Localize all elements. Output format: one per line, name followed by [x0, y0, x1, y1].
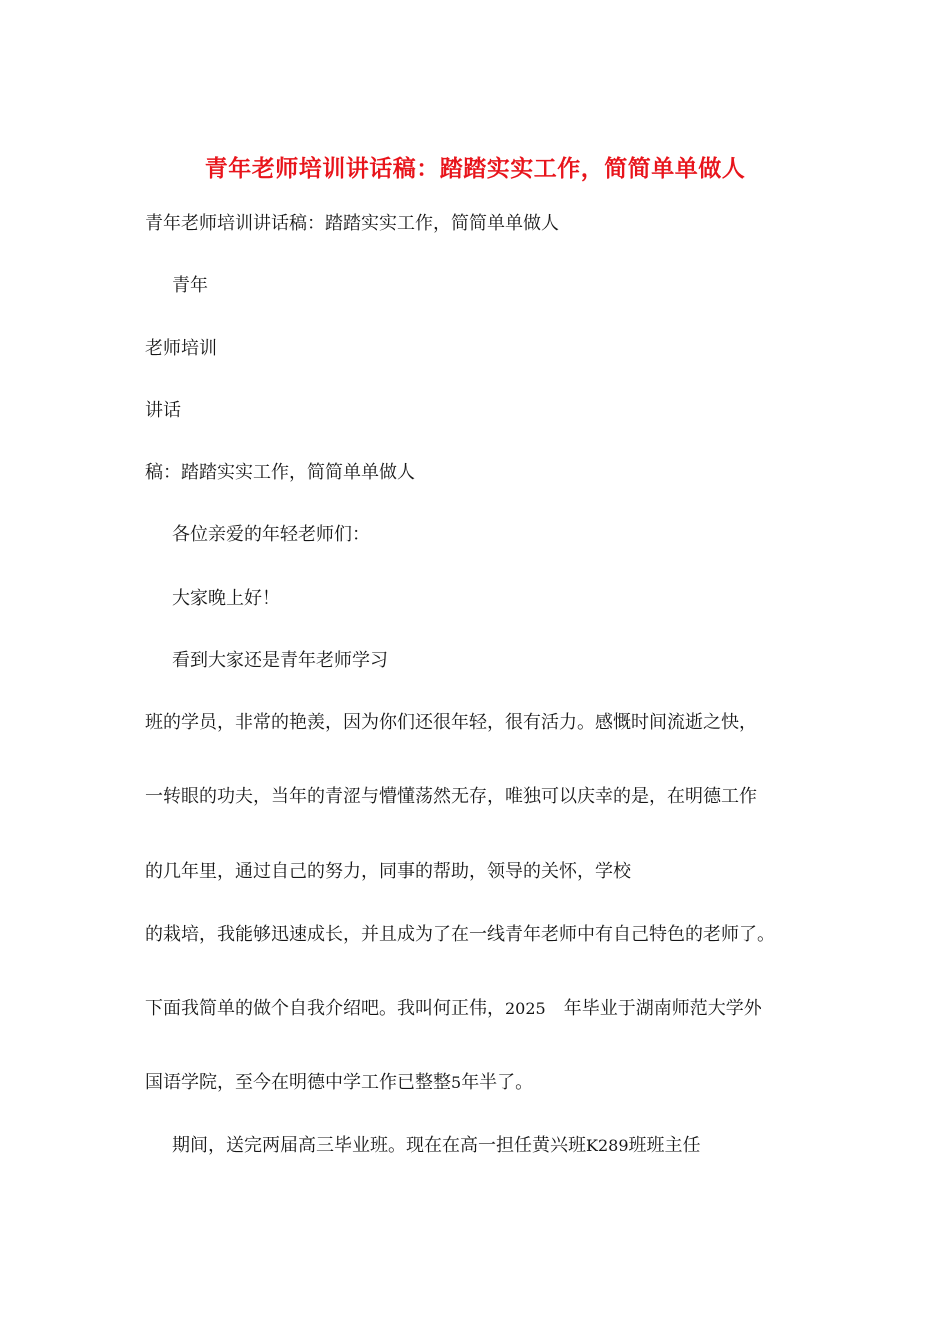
period-text-part2: 班班主任 — [628, 1135, 701, 1156]
graduation-year: 2025 — [505, 999, 546, 1018]
paragraph-line: 青年 — [172, 275, 208, 296]
college-text-part1: 国语学院，至今在明德中学工作已整整 — [145, 1072, 451, 1093]
college-text-part2: 年半了。 — [461, 1072, 534, 1093]
period-text-part1: 期间，送完两届高三毕业班。现在在高一担任黄兴班 — [172, 1135, 586, 1156]
paragraph-line: 的几年里，通过自己的努力，同事的帮助，领导的关怀，学校 — [145, 861, 631, 882]
years-worked: 5 — [451, 1073, 462, 1092]
intro-text-part2: 年毕业于湖南师范大学外 — [563, 998, 762, 1019]
college-line — [145, 1071, 533, 1095]
paragraph-line: 的栽培，我能够迅速成长，并且成为了在一线青年老师中有自己特色的老师了。 — [145, 924, 775, 945]
paragraph-line: 一转眼的功夫，当年的青涩与懵懂荡然无存，唯独可以庆幸的是，在明德工作 — [145, 786, 757, 807]
intro-line — [145, 997, 762, 1021]
class-code: K289 — [586, 1136, 629, 1155]
greeting-line: 大家晚上好！ — [172, 588, 280, 609]
period-line — [172, 1134, 701, 1158]
salutation-line: 各位亲爱的年轻老师们： — [172, 524, 370, 545]
paragraph-line: 稿：踏踏实实工作，简简单单做人 — [145, 462, 415, 483]
intro-text-part1: 下面我简单的做个自我介绍吧。我叫何正伟， — [145, 998, 505, 1019]
paragraph-line: 看到大家还是青年老师学习 — [172, 650, 388, 671]
paragraph-line: 讲话 — [145, 400, 181, 421]
document-title: 青年老师培训讲话稿：踏踏实实工作，简简单单做人 — [204, 155, 746, 182]
subtitle-line: 青年老师培训讲话稿：踏踏实实工作，简简单单做人 — [145, 213, 559, 234]
paragraph-line: 班的学员，非常的艳羡，因为你们还很年轻，很有活力。感慨时间流逝之快， — [145, 712, 757, 733]
paragraph-line: 老师培训 — [145, 338, 217, 359]
